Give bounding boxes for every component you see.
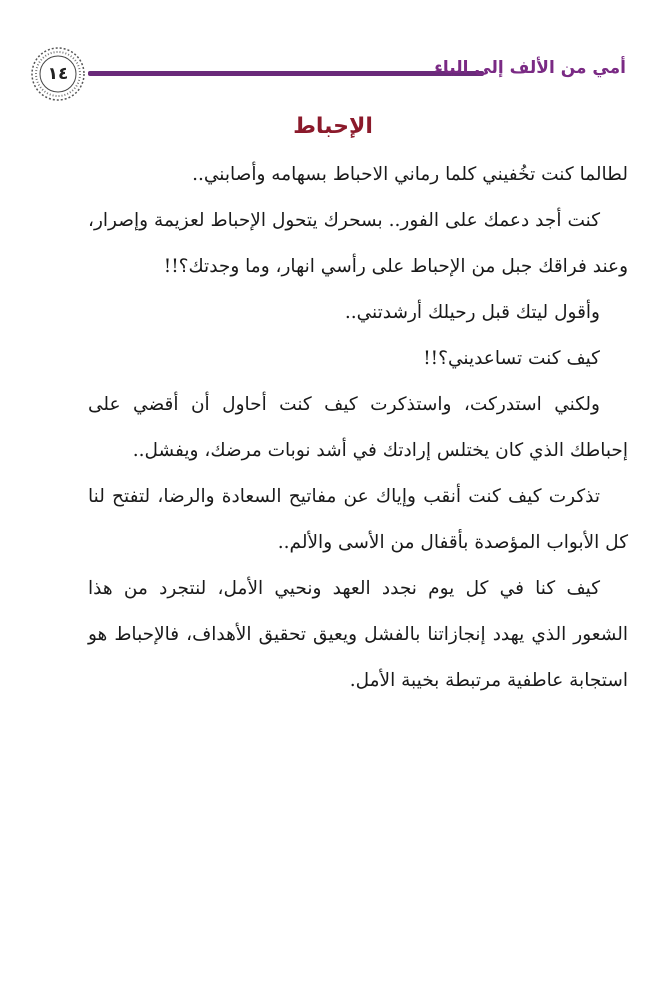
page-header [30, 46, 626, 102]
book-title: أمي من الألف إلى الياء [434, 58, 626, 78]
page-number: ١٤ [47, 64, 69, 84]
chapter-title: الإحباط [293, 114, 373, 139]
page-number-badge [30, 46, 86, 102]
paragraph: لطالما كنت تخُفيني كلما رماني الاحباط بسهامه وأصابني.. [192, 164, 628, 185]
paragraph: كيف كنا في كل يوم نجدد العهد ونحيي الأمل، لنتجرد من هذا الشعور الذي يهدد إنجازاتنا بالفشل ويعيق تحقيق الأهداف، فالإحباط هو استجابة عاطفية مرتبطة بخيبة الأمل. [88, 578, 628, 691]
paragraph: كنت أجد دعمك على الفور.. بسحرك يتحول الإحباط لعزيمة وإصرار، وعند فراقك جبل من الإحباط على رأسي انهار، وما وجدتك؟!! [88, 210, 628, 277]
paragraph: وأقول ليتك قبل رحيلك أرشدتني.. [344, 302, 600, 323]
paragraph: تذكرت كيف كنت أنقب وإياك عن مفاتيح السعادة والرضا، لتفتح لنا كل الأبواب المؤصدة بأقفال من الأسى والألم.. [88, 486, 628, 553]
body-text [88, 152, 628, 704]
paragraph: كيف كنت تساعديني؟!! [423, 348, 600, 369]
header-divider [88, 71, 484, 76]
paragraph: ولكني استدركت، واستذكرت كيف كنت أحاول أن أقضي على إحباطك الذي كان يختلس إرادتك في أشد نوبات مرضك، ويفشل.. [88, 394, 628, 461]
